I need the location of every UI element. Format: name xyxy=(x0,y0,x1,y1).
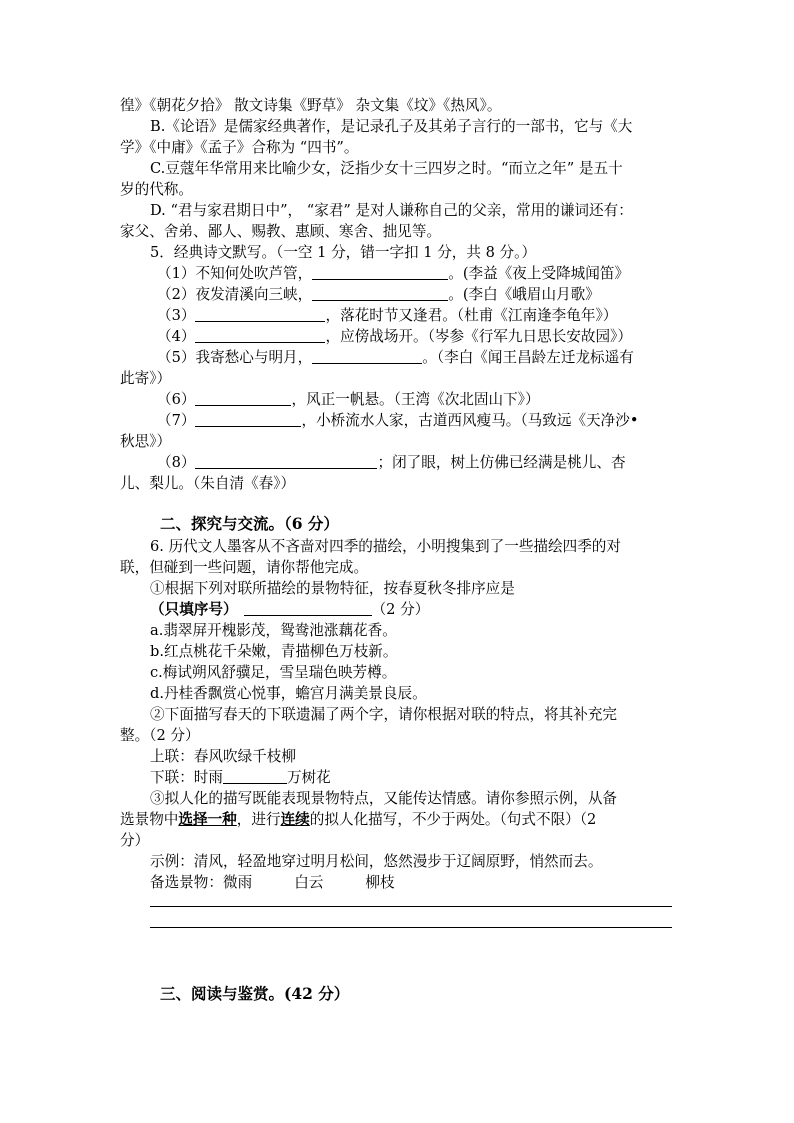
lower-couplet xyxy=(150,767,331,788)
q5-item-1-prefix: （1）不知何处吹芦管， xyxy=(157,265,313,282)
q5-item-1 xyxy=(157,263,629,284)
q6-stem: 6. 历代文人墨客从不吝啬对四季的描绘，小明搜集到了一些描绘四季的对 xyxy=(150,538,621,555)
options-label: 备选景物： xyxy=(150,874,223,891)
q5-item-3-prefix: （3） xyxy=(157,307,196,324)
q5-item-6-source: ，风正一帆悬。（王湾《次北固山下》） xyxy=(291,391,540,408)
q4-option-b-cont: 学》《中庸》《孟子》合称为 “四书”。 xyxy=(120,139,359,156)
q5-item-5-prefix: （5）我寄愁心与明月， xyxy=(157,349,313,366)
q5-item-3 xyxy=(157,305,617,326)
lower-couplet-blank[interactable] xyxy=(223,768,287,784)
q5-item-7-cont: 秋思》） xyxy=(120,433,172,450)
option-willow: 柳枝 xyxy=(365,874,395,891)
q5-intro: 5．经典诗文默写。（一空 1 分，错一字扣 1 分，共 8 分。） xyxy=(150,244,537,261)
q5-item-7 xyxy=(157,410,638,431)
upper-couplet: 上联：春风吹绿千枝柳 xyxy=(150,748,296,765)
q5-item-8 xyxy=(157,452,626,473)
option-drizzle: 微雨 xyxy=(222,874,253,891)
q6-stem-cont: 联，但碰到一些问题，请你帮他完成。 xyxy=(120,559,369,576)
q5-item-7-source: ，小桥流水人家，古道西风瘦马。（马致远《天净沙• xyxy=(301,412,639,429)
q5-item-7-prefix: （7） xyxy=(157,412,196,429)
q6-part-1-note: （只填序号） xyxy=(150,601,238,618)
q5-item-2-source: 。(李白《峨眉山月歌》 xyxy=(448,286,600,303)
q5-item-8-source: ；闭了眼，树上仿佛已经满是桃儿、杏 xyxy=(377,454,626,471)
q6-part-3-score: 分） xyxy=(120,832,150,849)
q6-part-3-text-b: ，进行 xyxy=(236,811,281,828)
q5-blank-4[interactable] xyxy=(195,327,325,343)
q5-item-5-cont: 此寄》） xyxy=(120,370,172,387)
q4-option-b: B.《论语》是儒家经典著作，是记录孔子及其弟子言行的一部书，它与《大 xyxy=(150,118,633,135)
q6-part-3-cont xyxy=(120,809,596,830)
q6-part-1-score: （2 分） xyxy=(371,601,430,618)
q5-item-4 xyxy=(157,326,632,347)
q5-item-2-prefix: （2）夜发清溪向三峡， xyxy=(157,286,313,303)
q5-blank-5[interactable] xyxy=(312,348,422,364)
q5-blank-6[interactable] xyxy=(195,390,291,406)
q6-part-1-blank[interactable] xyxy=(244,600,372,616)
q4-option-c: C.豆蔻年华常用来比喻少女，泛指少女十三四岁之时。“而立之年” 是五十 xyxy=(150,160,623,177)
q6-part-2-cont: 整。（2 分） xyxy=(120,727,200,744)
q5-item-3-source: ，落花时节又逢君。（杜甫《江南逢李龟年》） xyxy=(325,307,618,324)
q6-part-3: ③拟人化的描写既能表现景物特点，又能传达情感。请你参照示例，从备 xyxy=(150,790,618,807)
q6-part-3-text-a: 选景物中 xyxy=(120,811,179,828)
q6-part-1: ①根据下列对联所描绘的景物特征，按春夏秋冬排序应是 xyxy=(150,580,515,597)
lower-couplet-suffix: 万树花 xyxy=(286,769,331,786)
q5-item-2 xyxy=(157,284,600,305)
lower-couplet-prefix: 下联：时雨 xyxy=(150,769,223,786)
q6-part-3-text-c: 的拟人化描写，不少于两处。（句式不限）（2 xyxy=(309,811,597,828)
couplet-c: c.梅试朔风舒骥足，雪呈瑞色映芳樽。 xyxy=(150,664,397,681)
q4-option-d: D. “君与家君期日中”， “家君” 是对人谦称自己的父亲，常用的谦词还有： xyxy=(150,202,633,219)
q5-item-4-source: ，应傍战场开。（岑参《行军九日思长安故园》） xyxy=(325,328,632,345)
option-list xyxy=(150,872,395,893)
q5-item-8-prefix: （8） xyxy=(157,454,196,471)
q5-blank-1[interactable] xyxy=(312,264,448,280)
section-3-heading: 三、阅读与鉴赏。(42 分） xyxy=(160,984,350,1003)
answer-line-1[interactable] xyxy=(150,906,672,907)
section-2-heading: 二、探究与交流。（6 分） xyxy=(160,514,339,533)
q5-blank-2[interactable] xyxy=(312,285,448,301)
example-text: 示例：清风，轻盈地穿过明月松间，悠然漫步于辽阔原野，悄然而去。 xyxy=(150,853,603,870)
q6-part-2: ②下面描写春天的下联遗漏了两个字，请你根据对联的特点，将其补充完 xyxy=(150,706,618,723)
q5-item-1-source: 。(李益《夜上受降城闻笛》 xyxy=(448,265,630,282)
q5-item-5 xyxy=(157,347,634,368)
q5-blank-8[interactable] xyxy=(195,453,377,469)
q6-part-1-answer xyxy=(150,599,429,620)
q5-item-6-prefix: （6） xyxy=(157,391,196,408)
q5-item-6 xyxy=(157,389,540,410)
q5-blank-3[interactable] xyxy=(195,306,325,322)
couplet-b: b.红点桃花千朵嫩，青描柳色万枝新。 xyxy=(150,643,398,660)
couplet-a: a.翡翠屏开槐影茂，鸳鸯池涨藕花香。 xyxy=(150,622,397,639)
q4-option-c-cont: 岁的代称。 xyxy=(120,181,193,198)
answer-line-2[interactable] xyxy=(150,927,672,928)
q6-part-3-emphasis-1: 选择一种 xyxy=(178,811,237,828)
q5-item-8-cont: 儿、梨儿。（朱自清《春》） xyxy=(120,475,296,492)
q5-item-4-prefix: （4） xyxy=(157,328,196,345)
q5-blank-7[interactable] xyxy=(195,411,301,427)
q4-option-d-cont: 家父、舍弟、鄙人、赐教、惠顾、寒舍、拙见等。 xyxy=(120,223,442,240)
couplet-d: d.丹桂香飘赏心悦事，蟾宫月满美景良辰。 xyxy=(150,685,427,702)
q6-part-3-emphasis-2: 连续 xyxy=(280,811,310,828)
option-white-cloud: 白云 xyxy=(294,874,324,891)
q4-line: 徨》《朝花夕拾》 散文诗集《野草》 杂文集《坟》《热风》。 xyxy=(120,97,502,114)
q5-item-5-source: 。（李白《闻王昌龄左迁龙标遥有 xyxy=(422,349,634,366)
